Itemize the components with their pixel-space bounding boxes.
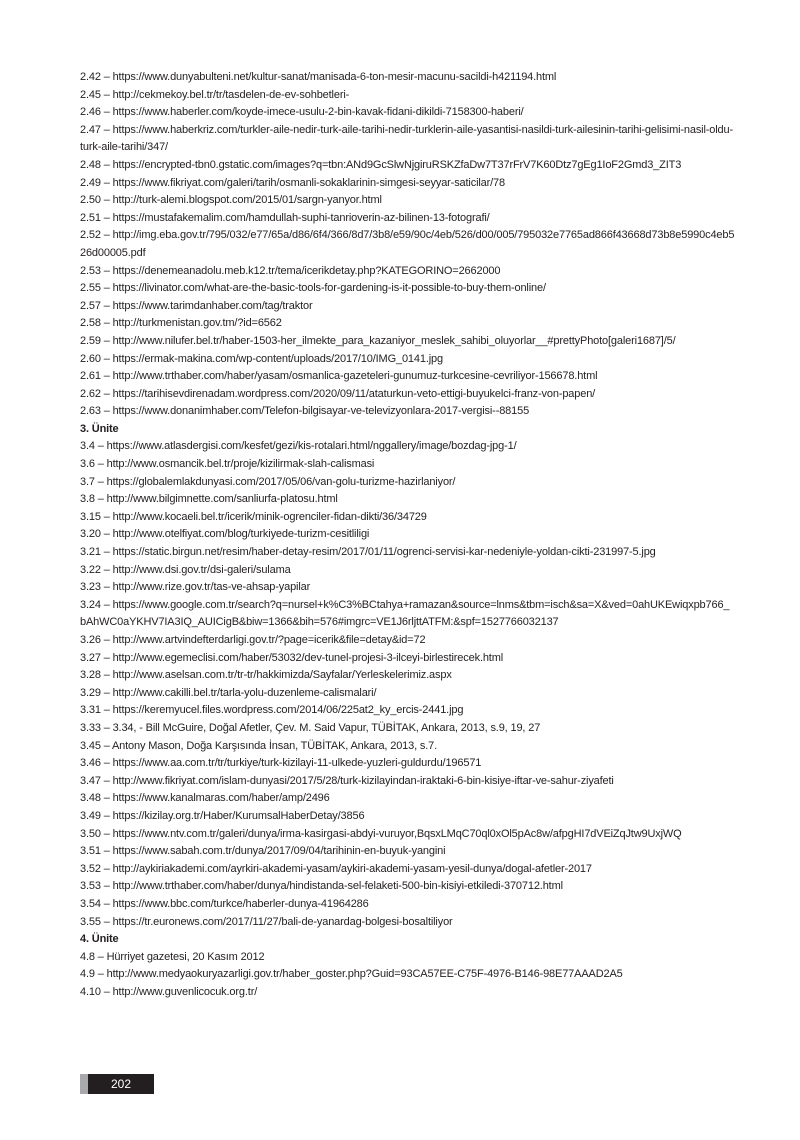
reference-item: 3.21 – https://static.birgun.net/resim/haber-detay-resim/2017/01/11/ogrenci-servisi-kar-nedeniyle-yoldan-cikti-231997-5.jpg: [80, 546, 656, 559]
reference-item: 3.24 – https://www.google.com.tr/search?q=nursel+k%C3%BCtahya+ramazan&source=lnms&tbm=isch&sa=X&ved=0ahUKEwiqxpb766_bAhWC0aYKHV7IA3IQ_AUICigB&biw=1366&bih=576#imgrc=VE1J6rljttATFM:&spf=1527766032137: [80, 598, 730, 629]
reference-item: 2.55 – https://livinator.com/what-are-the-basic-tools-for-gardening-is-it-possible-to-buy-them-online/: [80, 282, 546, 295]
reference-item: 2.57 – https://www.tarimdanhaber.com/tag/traktor: [80, 299, 313, 312]
reference-item: 2.59 – http://www.nilufer.bel.tr/haber-1503-her_ilmekte_para_kazaniyor_meslek_sahibi_oluyorlar__#prettyPhoto[galeri1687]/5/: [80, 334, 676, 347]
reference-item: 3.15 – http://www.kocaeli.bel.tr/icerik/minik-ogrenciler-fidan-dikti/36/34729: [80, 510, 427, 523]
reference-item: 3.50 – https://www.ntv.com.tr/galeri/dunya/irma-kasirgasi-abdyi-vuruyor,BqsxLMqC70ql0xOl5pAc8w/afpgHI7dVEiZqJtw9UxjWQ: [80, 827, 682, 840]
reference-list: [80, 69, 735, 1001]
reference-item: 3.28 – http://www.aselsan.com.tr/tr-tr/hakkimizda/Sayfalar/Yerleskelerimiz.aspx: [80, 669, 452, 682]
reference-item: 3.55 – https://tr.euronews.com/2017/11/27/bali-de-yanardag-bolgesi-bosaltiliyor: [80, 915, 453, 928]
reference-item: 3.22 – http://www.dsi.gov.tr/dsi-galeri/sulama: [80, 563, 291, 576]
reference-item: 3.8 – http://www.bilgimnette.com/sanliurfa-platosu.html: [80, 493, 338, 506]
reference-item: 4.8 – Hürriyet gazetesi, 20 Kasım 2012: [80, 950, 265, 963]
page-number: 202: [88, 1074, 154, 1094]
reference-item: 2.49 – https://www.fikriyat.com/galeri/tarih/osmanli-sokaklarinin-simgesi-seyyar-saticilar/78: [80, 176, 505, 189]
reference-item: 3.31 – https://keremyucel.files.wordpress.com/2014/06/225at2_ky_ercis-2441.jpg: [80, 704, 464, 717]
reference-item: 3.49 – https://kizilay.org.tr/Haber/KurumsalHaberDetay/3856: [80, 809, 365, 822]
page-footer: [80, 1074, 154, 1094]
reference-item: 3.52 – http://aykiriakademi.com/ayrkiri-akademi-yasam/aykiri-akademi-yasam-yesil-dunya/dogal-afetler-2017: [80, 862, 592, 875]
reference-item: 2.50 – http://turk-alemi.blogspot.com/2015/01/sargn-yanyor.html: [80, 194, 382, 207]
reference-item: 2.42 – https://www.dunyabulteni.net/kultur-sanat/manisada-6-ton-mesir-macunu-sacildi-h421194.html: [80, 71, 557, 83]
reference-item: 3.54 – https://www.bbc.com/turkce/haberler-dunya-41964286: [80, 897, 369, 910]
reference-item: 2.47 – https://www.haberkriz.com/turkler-aile-nedir-turk-aile-tarihi-nedir-turklerin-aile-yasantisi-nasildi-turk-ailesinin-tarihi-gelisimi-nasil-oldu-turk-aile-tarihi/347/: [80, 123, 733, 154]
reference-item: 3.33 – 3.34, - Bill McGuire, Doğal Afetler, Çev. M. Said Vapur, TÜBİTAK, Ankara, 2013, s.9, 19, 27: [80, 721, 541, 734]
reference-item: 2.53 – https://denemeanadolu.meb.k12.tr/tema/icerikdetay.php?KATEGORINO=2662000: [80, 264, 501, 277]
reference-item: 3.6 – http://www.osmancik.bel.tr/proje/kizilirmak-slah-calismasi: [80, 458, 375, 471]
unit-heading: 4. Ünite: [80, 933, 119, 946]
reference-item: 3.29 – http://www.cakilli.bel.tr/tarla-yolu-duzenleme-calismalari/: [80, 686, 377, 699]
reference-item: 2.61 – http://www.trthaber.com/haber/yasam/osmanlica-gazeteleri-gunumuz-turkcesine-cevriliyor-156678.html: [80, 370, 598, 383]
unit-heading: 3. Ünite: [80, 422, 119, 435]
reference-item: 3.4 – https://www.atlasdergisi.com/kesfet/gezi/kis-rotalari.html/nggallery/image/bozdag-jpg-1/: [80, 440, 517, 453]
reference-item: 2.60 – https://ermak-makina.com/wp-content/uploads/2017/10/IMG_0141.jpg: [80, 352, 443, 365]
reference-item: 3.26 – http://www.artvindefterdarligi.gov.tr/?page=icerik&file=detay&id=72: [80, 634, 426, 646]
reference-item: 2.58 – http://turkmenistan.gov.tm/?id=6562: [80, 317, 282, 330]
reference-item: 3.20 – http://www.otelfiyat.com/blog/turkiyede-turizm-cesitliligi: [80, 528, 370, 541]
reference-item: 3.46 – https://www.aa.com.tr/tr/turkiye/turk-kizilayi-11-ulkede-yuzleri-guldurdu/196571: [80, 757, 482, 770]
reference-item: 4.10 – http://www.guvenlicocuk.org.tr/: [80, 985, 258, 998]
reference-item: 2.62 – https://tarihisevdirenadam.wordpress.com/2020/09/11/ataturkun-veto-ettigi-buyukelci-franz-von-papen/: [80, 387, 596, 400]
page-number-tab: [80, 1074, 88, 1094]
reference-item: 3.23 – http://www.rize.gov.tr/tas-ve-ahsap-yapilar: [80, 581, 311, 594]
reference-item: 4.9 – http://www.medyaokuryazarligi.gov.tr/haber_goster.php?Guid=93CA57EE-C75F-4976-B146-98E77AAAD2A5: [80, 968, 623, 981]
reference-item: 3.47 – http://www.fikriyat.com/islam-dunyasi/2017/5/28/turk-kizilayindan-iraktaki-6-bin-kisiye-iftar-ve-sahur-ziyafeti: [80, 774, 614, 787]
reference-item: 2.63 – https://www.donanimhaber.com/Telefon-bilgisayar-ve-televizyonlara-2017-vergisi--88155: [80, 405, 530, 418]
reference-item: 2.45 – http://cekmekoy.bel.tr/tr/tasdelen-de-ev-sohbetleri-: [80, 88, 350, 101]
reference-item: 3.48 – https://www.kanalmaras.com/haber/amp/2496: [80, 792, 330, 805]
reference-item: 3.45 – Antony Mason, Doğa Karşısında İnsan, TÜBİTAK, Ankara, 2013, s.7.: [80, 739, 438, 752]
reference-item: 3.7 – https://globalemlakdunyasi.com/2017/05/06/van-golu-turizme-hazirlaniyor/: [80, 475, 456, 488]
reference-item: 2.46 – https://www.haberler.com/koyde-imece-usulu-2-bin-kavak-fidani-dikildi-7158300-haberi/: [80, 106, 524, 119]
reference-item: 2.48 – https://encrypted-tbn0.gstatic.com/images?q=tbn:ANd9GcSlwNjgiruRSKZfaDw7T37rFrV7K60Dtz7gEg1IoF2Gmd3_ZIT3: [80, 158, 682, 171]
reference-item: 3.53 – http://www.trthaber.com/haber/dunya/hindistanda-sel-felaketi-500-bin-kisiyi-etkiledi-370712.html: [80, 880, 563, 893]
reference-item: 3.27 – http://www.egemeclisi.com/haber/53032/dev-tunel-projesi-3-ilceyi-birlestirecek.html: [80, 651, 504, 664]
reference-item: 2.52 – http://img.eba.gov.tr/795/032/e77/65a/d86/6f4/366/8d7/3b8/e59/90c/4eb/526/d00/005/795032e7765ad866f43668d73b8e5990c4eb526d00005.pdf: [80, 229, 735, 259]
reference-item: 2.51 – https://mustafakemalim.com/hamdullah-suphi-tanrioverin-az-bilinen-13-fotografi/: [80, 211, 490, 224]
reference-item: 3.51 – https://www.sabah.com.tr/dunya/2017/09/04/tarihinin-en-buyuk-yangini: [80, 845, 446, 858]
